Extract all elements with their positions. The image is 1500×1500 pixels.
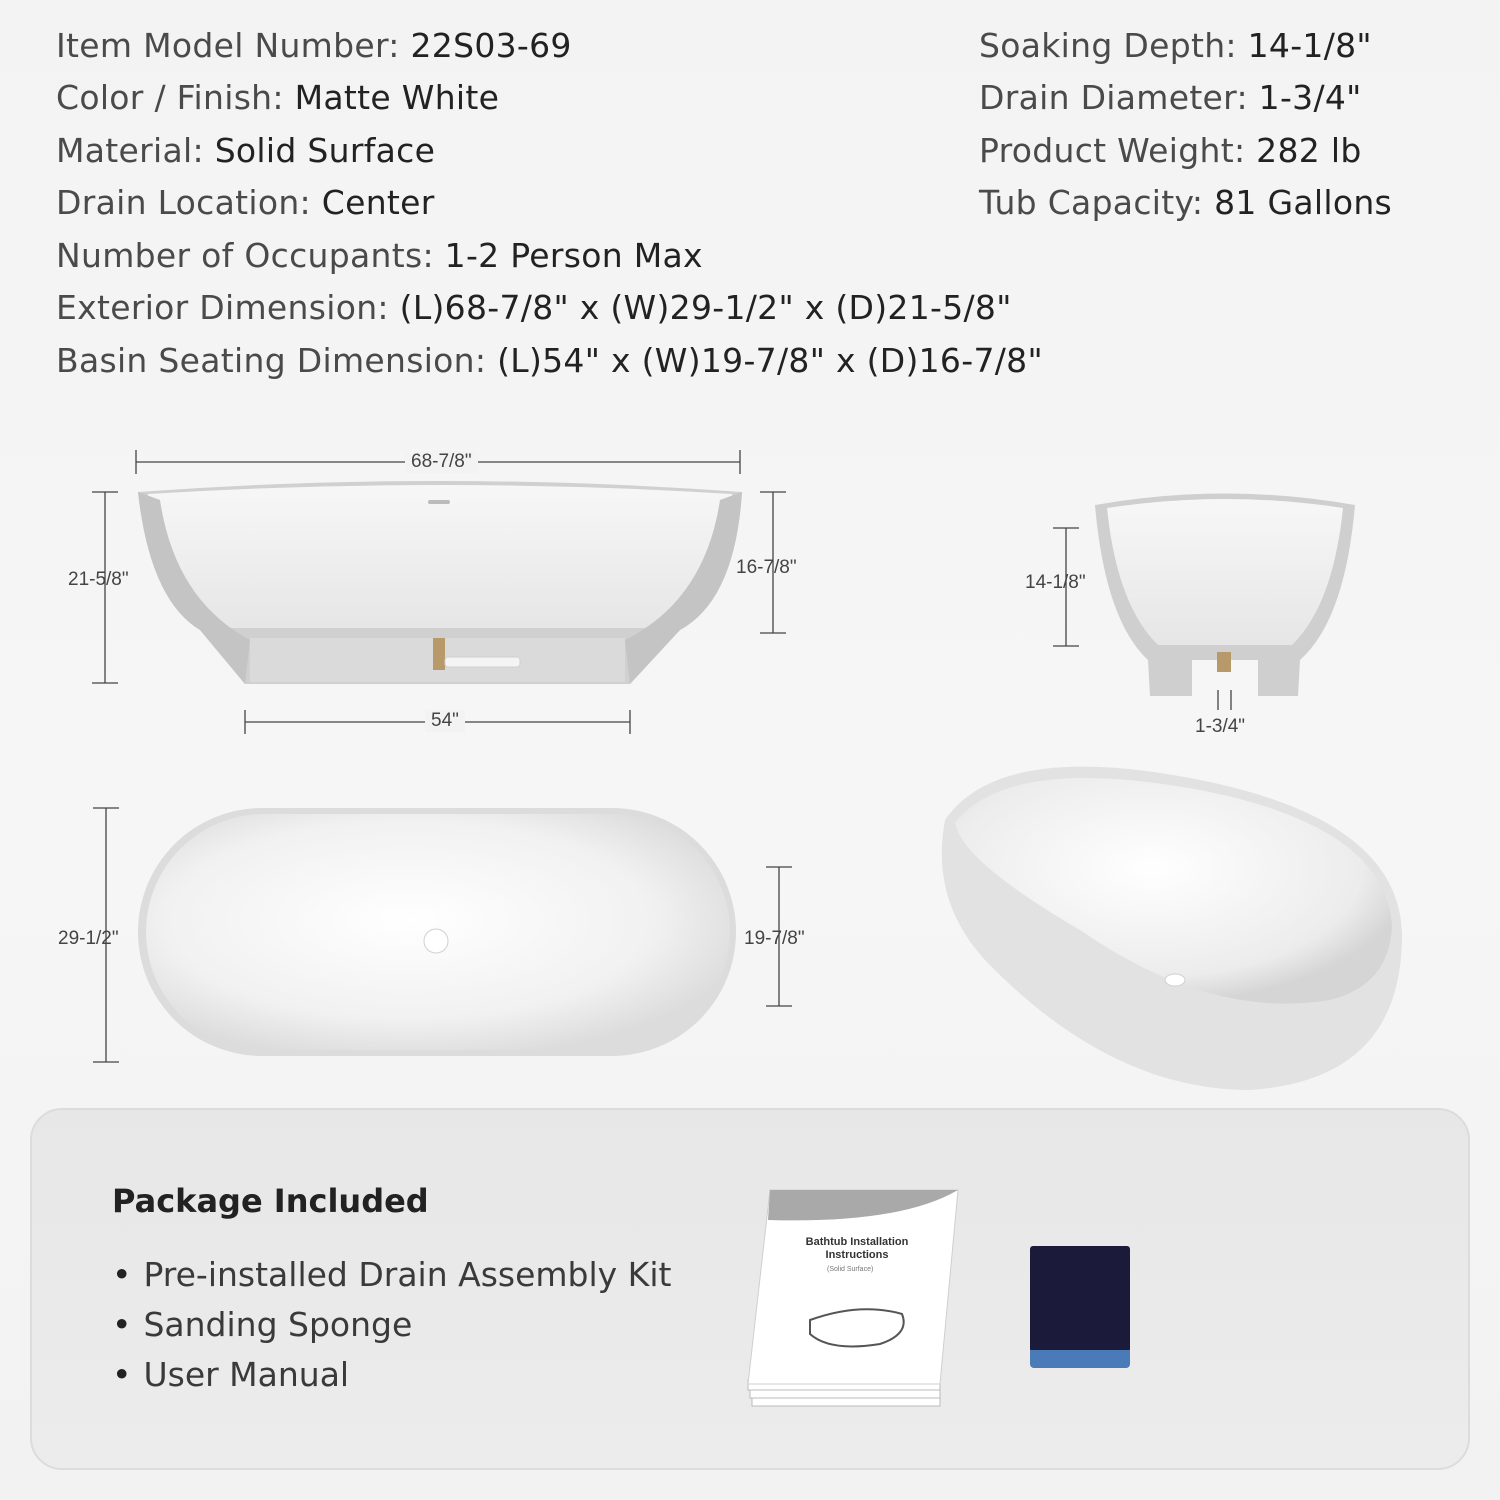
package-panel xyxy=(30,1108,1470,1470)
side-view xyxy=(1053,494,1355,711)
spec-basin-dimension: Basin Seating Dimension: (L)54" x (W)19-7/8" x (D)16-7/8" xyxy=(56,341,1043,380)
spec-soaking-depth: Soaking Depth: 14-1/8" xyxy=(979,26,1372,65)
dim-basin-length: 54" xyxy=(425,710,465,732)
dim-basin-width: 19-7/8" xyxy=(744,928,805,949)
spec-material: Material: Solid Surface xyxy=(56,131,436,170)
manual-title: Bathtub Installation Instructions xyxy=(805,1236,909,1261)
sponge-base xyxy=(1030,1350,1130,1368)
spec-model-number: Item Model Number: 22S03-69 xyxy=(56,26,572,65)
spec-exterior-dimension: Exterior Dimension: (L)68-7/8" x (W)29-1/2" x (D)21-5/8" xyxy=(56,288,1012,327)
dim-height: 21-5/8" xyxy=(68,569,129,590)
package-title: Package Included xyxy=(112,1182,429,1220)
spec-drain-diameter: Drain Diameter: 1-3/4" xyxy=(979,78,1362,117)
spec-color-finish: Color / Finish: Matte White xyxy=(56,78,500,117)
spec-occupants: Number of Occupants: 1-2 Person Max xyxy=(56,236,703,275)
package-item-drain-kit: • Pre-installed Drain Assembly Kit xyxy=(112,1250,671,1300)
dim-inner-depth: 16-7/8" xyxy=(736,557,797,578)
package-list xyxy=(112,1250,671,1400)
drain-fitting xyxy=(433,638,445,670)
spec-drain-location: Drain Location: Center xyxy=(56,183,435,222)
dim-soaking-depth: 14-1/8" xyxy=(1025,572,1086,593)
user-manual-image xyxy=(740,1184,1000,1444)
spec-tub-capacity: Tub Capacity: 81 Gallons xyxy=(979,183,1393,222)
manual-subtitle: (Solid Surface) xyxy=(827,1266,874,1273)
sanding-sponge-image xyxy=(1030,1246,1130,1370)
package-item-sanding-sponge: • Sanding Sponge xyxy=(112,1300,671,1350)
top-view xyxy=(93,808,792,1062)
package-item-user-manual: • User Manual xyxy=(112,1350,671,1400)
dim-drain-diameter: 1-3/4" xyxy=(1195,716,1246,737)
spec-product-weight: Product Weight: 282 lb xyxy=(979,131,1362,170)
perspective-view xyxy=(942,767,1402,1090)
front-view xyxy=(92,450,786,734)
dim-width: 29-1/2" xyxy=(58,928,119,949)
dim-length: 68-7/8" xyxy=(405,451,478,473)
sponge-top xyxy=(1030,1246,1130,1352)
